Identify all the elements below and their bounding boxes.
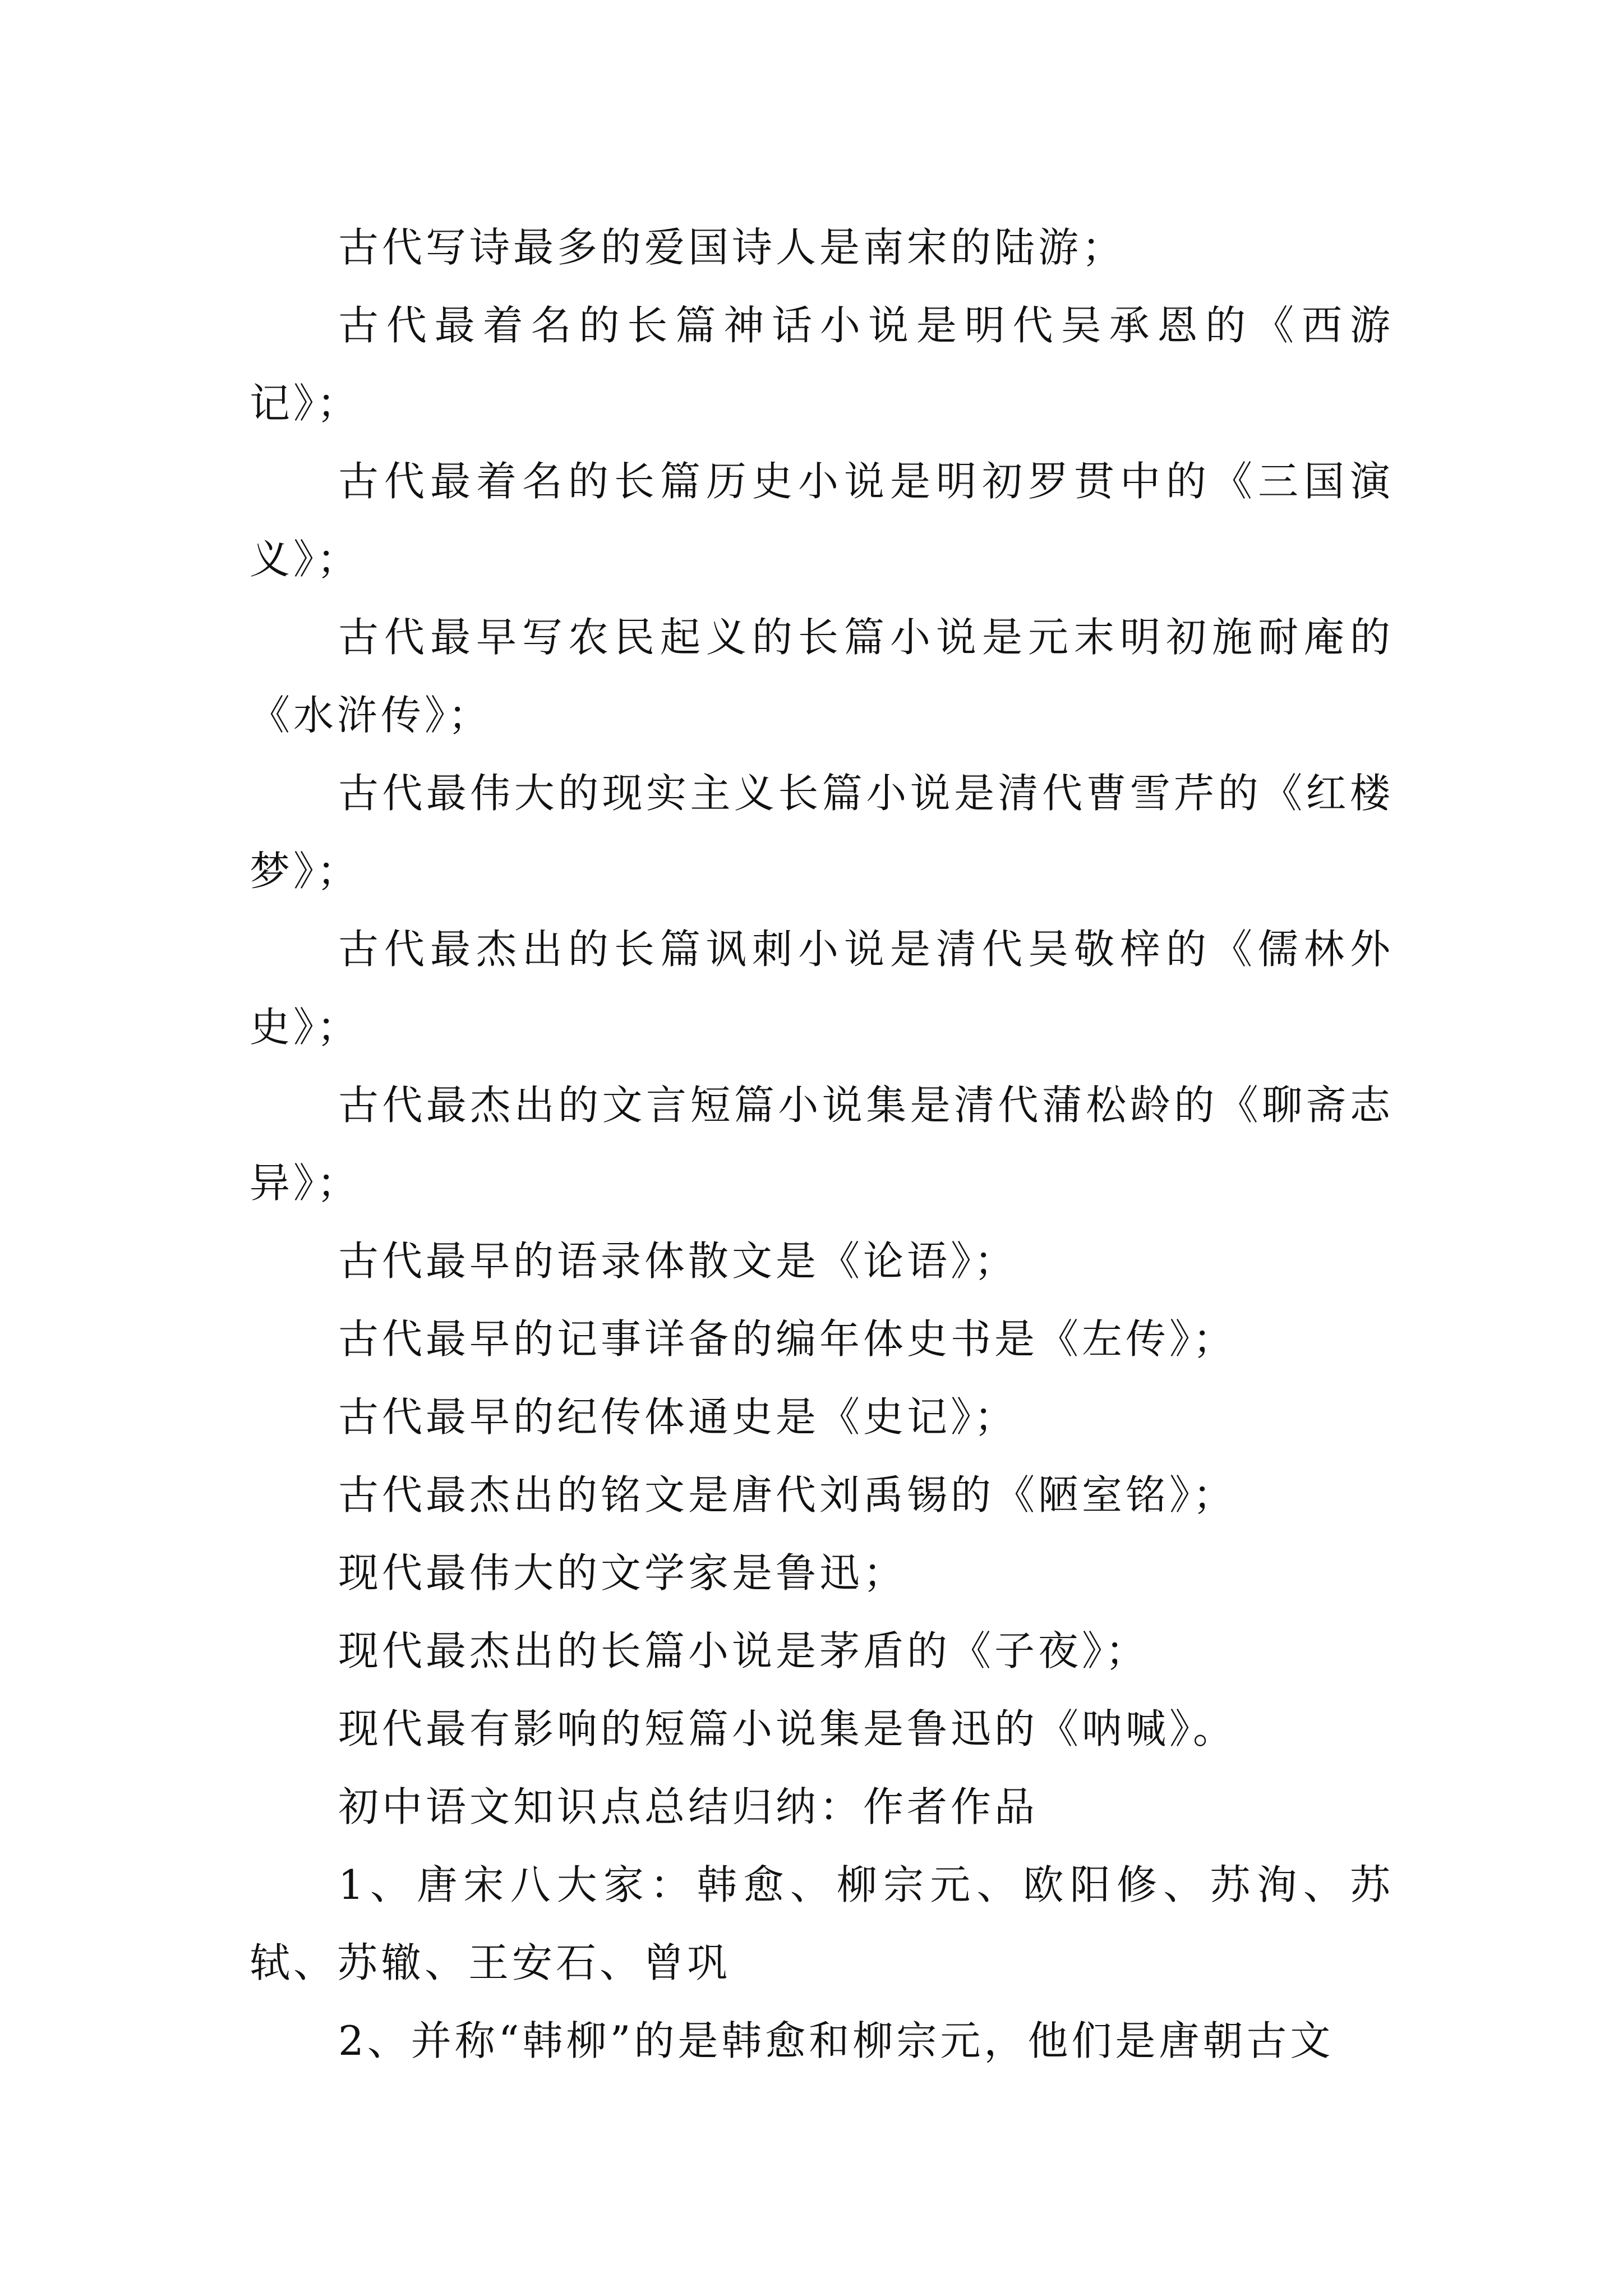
paragraph-xi-you-ji [250,287,1394,443]
paragraph-text: 古代最着名的长篇历史小说是明初罗贯中的《三国演义》； [250,458,1394,583]
paragraph-text: 古代最伟大的现实主义长篇小说是清代曹雪芹的《红楼梦》； [250,770,1394,895]
paragraph-lu-xun [250,1534,1394,1612]
paragraph-text: 古代最杰出的长篇讽刺小说是清代吴敬梓的《儒林外史》； [250,926,1394,1051]
paragraph-text: 现代最杰出的长篇小说是茅盾的《子夜》； [338,1627,1150,1674]
paragraph-text: 古代最杰出的文言短篇小说集是清代蒲松龄的《聊斋志异》； [250,1082,1394,1207]
list-item-1 [250,1846,1394,2002]
paragraph-hong-lou-meng [250,754,1394,910]
heading-text: 初中语文知识点总结归纳：作者作品 [338,1783,1039,1830]
list-item-2 [250,2002,1394,2080]
paragraph-lu-you [250,209,1394,287]
paragraph-ru-lin-wai-shi [250,910,1394,1066]
paragraph-text: 现代最有影响的短篇小说集是鲁迅的《呐喊》。 [338,1705,1237,1752]
paragraph-text: 古代最早的语录体散文是《论语》； [338,1237,1018,1285]
paragraph-text: 古代最杰出的铭文是唐代刘禹锡的《陋室铭》； [338,1471,1237,1519]
paragraph-na-han [250,1690,1394,1768]
section-heading [250,1768,1394,1846]
list-item-text: 2、并称“韩柳”的是韩愈和柳宗元，他们是唐朝古文 [338,2017,1334,2064]
paragraph-liao-zhai-zhi-yi [250,1066,1394,1222]
paragraph-text: 现代最伟大的文学家是鲁迅； [338,1549,907,1596]
paragraph-zi-ye [250,1612,1394,1690]
paragraph-text: 古代最早写农民起义的长篇小说是元末明初施耐庵的《水浒传》； [250,614,1394,739]
paragraph-shi-ji [250,1378,1394,1456]
list-item-text: 1、唐宋八大家：韩愈、柳宗元、欧阳修、苏洵、苏轼、苏辙、王安石、曾巩 [250,1861,1394,1986]
paragraph-text: 古代最着名的长篇神话小说是明代吴承恩的《西游记》； [250,302,1394,427]
paragraph-text: 古代最早的记事详备的编年体史书是《左传》； [338,1315,1237,1363]
paragraph-text: 古代最早的纪传体通史是《史记》； [338,1393,1018,1441]
document-body [250,209,1394,2080]
paragraph-lun-yu [250,1222,1394,1300]
paragraph-san-guo-yan-yi [250,443,1394,599]
paragraph-text: 古代写诗最多的爱国诗人是南宋的陆游； [338,224,1126,271]
paragraph-lou-shi-ming [250,1456,1394,1534]
paragraph-zuo-zhuan [250,1300,1394,1378]
paragraph-shui-hu-zhuan [250,599,1394,754]
